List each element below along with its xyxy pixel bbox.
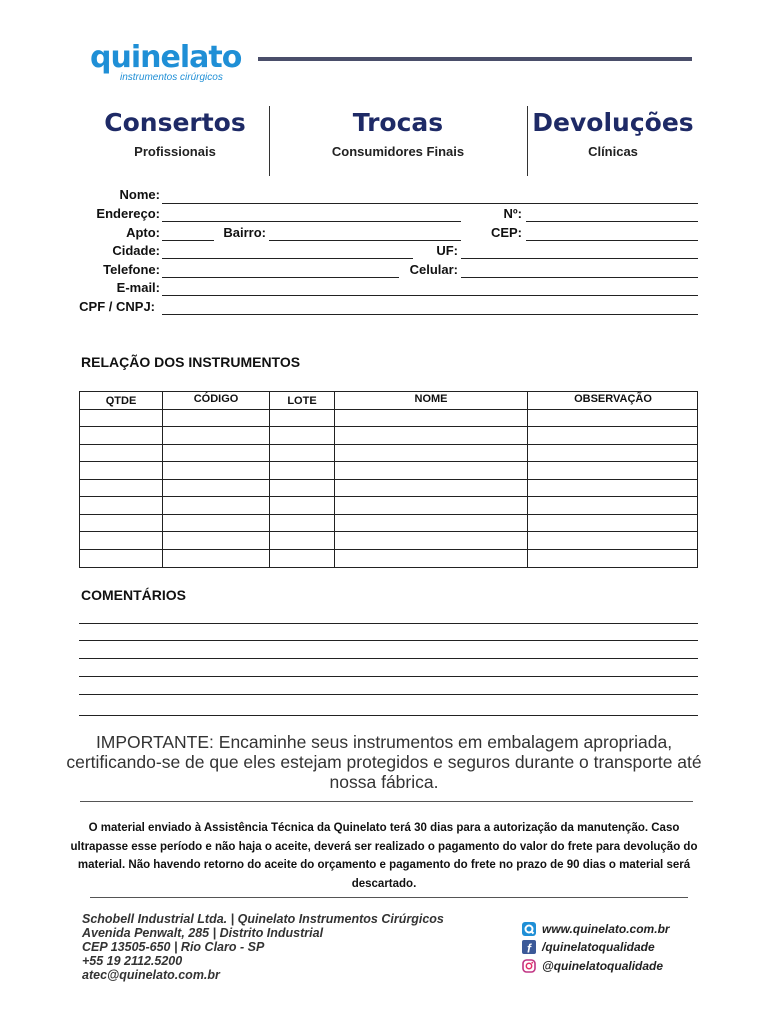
comment-line[interactable]	[79, 676, 698, 677]
field-endereco[interactable]	[162, 221, 461, 222]
social-website[interactable]	[522, 922, 670, 936]
label-nome: Nome:	[119, 187, 160, 202]
comment-line[interactable]	[79, 658, 698, 659]
field-cep[interactable]	[526, 240, 698, 241]
terms-notice: O material enviado à Assistência Técnica da Quinelato terá 30 dias para a autorização da manutenção. Caso ultrapasse esse período e não haja o aceite, deverá ser realizado o pagamento do valor do frete para devolução do material. Não havendo retorno do aceite do orçamento e pagamento do frete no prazo de 90 dias o material será descartado.	[70, 822, 698, 890]
comment-line[interactable]	[79, 694, 698, 695]
field-telefone[interactable]	[162, 277, 399, 278]
footer-address: Avenida Penwalt, 285 | Distrito Industrial	[82, 926, 324, 940]
footer-phone: +55 19 2112.5200	[82, 954, 183, 968]
logo-wordmark: quinelato	[90, 40, 242, 75]
social-instagram[interactable]	[522, 959, 663, 973]
field-nome[interactable]	[162, 203, 698, 204]
footer-company: Schobell Industrial Ltda. | Quinelato Instrumentos Cirúrgicos	[82, 912, 444, 926]
field-cpf-cnpj[interactable]	[162, 314, 698, 315]
website-label: www.quinelato.com.br	[542, 922, 670, 936]
field-numero[interactable]	[526, 221, 698, 222]
service-subtitle: Consumidores Finais	[331, 144, 465, 159]
column-header-codigo: CÓDIGO	[193, 393, 239, 405]
service-trocas	[273, 106, 523, 159]
label-email: E-mail:	[116, 280, 160, 295]
field-apto[interactable]	[162, 240, 214, 241]
quinelato-q-icon	[522, 922, 536, 936]
label-cep: CEP:	[490, 225, 522, 240]
comments-title: COMENTÁRIOS	[81, 587, 186, 603]
comment-line[interactable]	[79, 715, 698, 716]
svg-text:f: f	[527, 941, 531, 954]
label-bairro: Bairro:	[223, 225, 266, 240]
column-header-nome: NOME	[414, 393, 448, 405]
column-header-observacao: OBSERVAÇÃO	[574, 393, 652, 405]
column-header-lote: LOTE	[287, 395, 317, 407]
field-bairro[interactable]	[269, 240, 461, 241]
instruments-title: RELAÇÃO DOS INSTRUMENTOS	[81, 354, 301, 370]
service-consertos	[50, 106, 300, 159]
label-cidade: Cidade:	[112, 243, 160, 258]
field-celular[interactable]	[461, 277, 698, 278]
service-subtitle: Profissionais	[134, 144, 216, 159]
comment-line[interactable]	[79, 623, 698, 624]
service-subtitle: Clínicas	[588, 144, 638, 159]
comment-line[interactable]	[79, 640, 698, 641]
footer-city: CEP 13505-650 | Rio Claro - SP	[82, 940, 265, 954]
label-telefone: Telefone:	[103, 262, 160, 277]
label-celular: Celular:	[409, 262, 458, 277]
service-title: Consertos	[104, 108, 246, 137]
separator	[80, 801, 693, 802]
instagram-label: @quinelatoqualidade	[542, 959, 664, 973]
facebook-label: /quinelatoqualidade	[542, 940, 655, 954]
label-apto: Apto:	[126, 225, 160, 240]
service-title: Devoluções	[532, 108, 694, 137]
label-numero: Nº:	[503, 206, 522, 221]
footer-email[interactable]: atec@quinelato.com.br	[82, 968, 220, 982]
footer-contact	[82, 912, 444, 982]
label-uf: UF:	[436, 243, 458, 258]
instagram-icon	[522, 959, 536, 973]
field-uf[interactable]	[461, 258, 698, 259]
facebook-icon	[522, 940, 536, 954]
service-title: Trocas	[352, 108, 444, 137]
separator	[90, 897, 688, 898]
service-devolucoes	[488, 106, 738, 159]
important-notice: IMPORTANTE: Encaminhe seus instrumentos em embalagem apropriada, certificando-se de que eles estejam protegidos e seguros durante o transporte até nossa fábrica.	[66, 732, 702, 792]
logo-tagline: instrumentos cirúrgicos	[120, 72, 223, 83]
label-cpf-cnpj: CPF / CNPJ:	[79, 299, 155, 314]
label-endereco: Endereço:	[96, 206, 160, 221]
header-rule	[258, 57, 692, 61]
service-divider	[269, 106, 270, 176]
quinelato-logo	[90, 42, 240, 82]
social-facebook[interactable]	[522, 940, 655, 954]
field-email[interactable]	[162, 295, 698, 296]
column-header-qtde: QTDE	[105, 395, 137, 407]
instruments-table	[79, 391, 698, 568]
field-cidade[interactable]	[162, 258, 413, 259]
